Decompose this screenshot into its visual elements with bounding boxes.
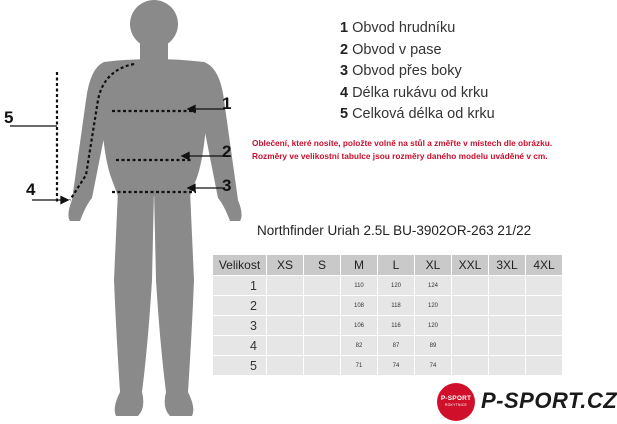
table-cell: 74 bbox=[378, 356, 415, 376]
table-cell bbox=[304, 356, 341, 376]
marker-1: 1 bbox=[222, 94, 232, 113]
size-table bbox=[212, 254, 563, 376]
table-cell bbox=[267, 316, 304, 336]
table-row bbox=[213, 296, 563, 316]
table-cell: 110 bbox=[341, 276, 378, 296]
table-cell bbox=[452, 356, 489, 376]
table-row bbox=[213, 276, 563, 296]
legend-number: 5 bbox=[340, 106, 349, 122]
legend-number: 3 bbox=[340, 63, 349, 79]
table-cell bbox=[304, 316, 341, 336]
brand-badge bbox=[437, 383, 475, 421]
table-cell: 118 bbox=[378, 296, 415, 316]
row-label: 5 bbox=[213, 356, 267, 376]
marker-5: 5 bbox=[4, 108, 14, 127]
legend-item bbox=[340, 18, 495, 40]
table-cell bbox=[267, 356, 304, 376]
marker-2: 2 bbox=[222, 142, 232, 161]
header-size: XXL bbox=[452, 255, 489, 276]
header-size: S bbox=[304, 255, 341, 276]
note-line-1: Oblečení, které nosíte, položte volně na stůl a změřte v místech dle obrázku. bbox=[252, 138, 553, 148]
table-cell: 74 bbox=[415, 356, 452, 376]
row-label: 4 bbox=[213, 336, 267, 356]
table-cell bbox=[452, 276, 489, 296]
badge-subtitle: ROKYTNICE bbox=[444, 403, 468, 407]
legend-item bbox=[340, 83, 495, 105]
table-cell bbox=[526, 276, 563, 296]
table-cell bbox=[489, 316, 526, 336]
table-row bbox=[213, 336, 563, 356]
measurement-legend bbox=[340, 18, 495, 126]
table-cell bbox=[489, 276, 526, 296]
header-size: 3XL bbox=[489, 255, 526, 276]
row-label: 2 bbox=[213, 296, 267, 316]
header-size: XS bbox=[267, 255, 304, 276]
table-cell bbox=[452, 336, 489, 356]
table-header-row bbox=[213, 255, 563, 276]
row-label: 3 bbox=[213, 316, 267, 336]
marker-4: 4 bbox=[26, 180, 36, 199]
table-cell bbox=[304, 336, 341, 356]
table-cell: 87 bbox=[378, 336, 415, 356]
marker-3: 3 bbox=[222, 176, 232, 195]
table-cell bbox=[267, 296, 304, 316]
table-cell bbox=[526, 336, 563, 356]
table-cell bbox=[526, 296, 563, 316]
table-cell: 124 bbox=[415, 276, 452, 296]
table-cell: 120 bbox=[378, 276, 415, 296]
table-cell bbox=[489, 356, 526, 376]
legend-label: Obvod přes boky bbox=[352, 63, 462, 79]
header-size: L bbox=[378, 255, 415, 276]
table-cell bbox=[452, 316, 489, 336]
table-cell: 89 bbox=[415, 336, 452, 356]
brand-logo[interactable] bbox=[437, 383, 617, 423]
header-label: Velikost bbox=[213, 255, 267, 276]
note-line-2: Rozměry ve velikostní tabulce jsou rozměry daného modelu uváděné v cm. bbox=[252, 151, 548, 161]
legend-label: Délka rukávu od krku bbox=[352, 84, 489, 101]
table-row bbox=[213, 356, 563, 376]
table-cell bbox=[267, 276, 304, 296]
table-cell: 120 bbox=[415, 316, 452, 336]
legend-label: Obvod v pase bbox=[352, 41, 442, 58]
header-size: 4XL bbox=[526, 255, 563, 276]
table-cell: 106 bbox=[341, 316, 378, 336]
badge-title: P-SPORT bbox=[440, 395, 472, 402]
table-cell: 71 bbox=[341, 356, 378, 376]
row-label: 1 bbox=[213, 276, 267, 296]
table-cell bbox=[304, 276, 341, 296]
legend-number: 1 bbox=[340, 20, 349, 36]
table-cell bbox=[304, 296, 341, 316]
table-row bbox=[213, 316, 563, 336]
legend-number: 2 bbox=[340, 41, 349, 58]
measurement-note bbox=[252, 137, 597, 163]
table-cell: 116 bbox=[378, 316, 415, 336]
legend-number: 4 bbox=[340, 84, 349, 101]
table-cell bbox=[267, 336, 304, 356]
legend-item bbox=[340, 61, 495, 83]
legend-item bbox=[340, 104, 495, 126]
header-size: M bbox=[341, 255, 378, 276]
table-cell bbox=[489, 336, 526, 356]
table-cell bbox=[489, 296, 526, 316]
product-title: Northfinder Uriah 2.5L BU-3902OR-263 21/22 bbox=[257, 223, 532, 238]
legend-item bbox=[340, 40, 495, 62]
table-cell: 108 bbox=[341, 296, 378, 316]
table-cell bbox=[452, 296, 489, 316]
table-cell: 82 bbox=[341, 336, 378, 356]
header-size: XL bbox=[415, 255, 452, 276]
table-cell bbox=[526, 316, 563, 336]
legend-label: Celková délka od krku bbox=[352, 106, 495, 122]
brand-name: P-SPORT.CZ bbox=[481, 388, 617, 413]
legend-label: Obvod hrudníku bbox=[352, 20, 456, 36]
table-cell: 120 bbox=[415, 296, 452, 316]
table-cell bbox=[526, 356, 563, 376]
